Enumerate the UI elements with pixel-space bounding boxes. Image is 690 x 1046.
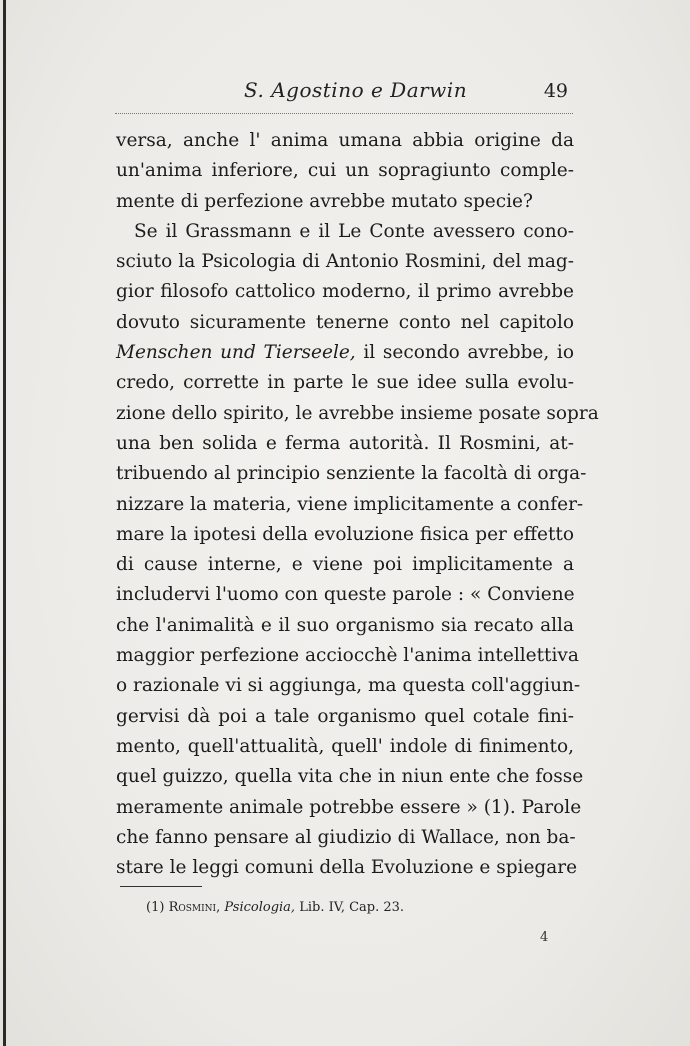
footnote bbox=[146, 900, 404, 915]
binding-edge bbox=[3, 0, 6, 1046]
running-head bbox=[118, 78, 572, 108]
text-line: gior filosofo cattolico moderno, il primo avrebbe bbox=[116, 281, 574, 303]
book-title-italic: Menschen und Tierseele, bbox=[116, 342, 356, 364]
page-number: 49 bbox=[543, 80, 568, 102]
footnote-author: Rosmini, bbox=[168, 900, 221, 915]
text-line: un'anima inferiore, cui un sopragiunto comple- bbox=[116, 160, 574, 182]
text-line: mente di perfezione avrebbe mutato specie? bbox=[116, 190, 533, 212]
text-line: includervi l'uomo con queste parole : « Conviene bbox=[116, 584, 575, 606]
text-line: gervisi dà poi a tale organismo quel cotale fini- bbox=[116, 705, 574, 727]
text-line: versa, anche l' anima umana abbia origine da bbox=[116, 130, 574, 151]
text-line: maggior perfezione acciocchè l'anima intellettiva bbox=[116, 645, 579, 667]
text-line: stare le leggi comuni della Evoluzione e spiegare bbox=[116, 857, 578, 879]
text-line: o razionale vi si aggiunga, ma questa coll'aggiun- bbox=[116, 675, 581, 697]
text-line: che fanno pensare al giudizio di Wallace, non ba- bbox=[116, 826, 576, 848]
footnote-work: Psicologia, bbox=[224, 900, 296, 915]
text-line: quel guizzo, quella vita che in niun ente che fosse bbox=[116, 766, 584, 788]
text-line: tribuendo al principio senziente la facoltà di orga- bbox=[116, 463, 587, 485]
text-line: nizzare la materia, viene implicitamente a confer- bbox=[116, 493, 584, 515]
text-line: di cause interne, e viene poi implicitamente a bbox=[116, 554, 574, 576]
text-line: che l'animalità e il suo organismo sia recato alla bbox=[116, 614, 574, 636]
footnote-marker: (1) bbox=[146, 900, 165, 915]
signature-mark: 4 bbox=[540, 930, 549, 945]
text-line bbox=[116, 338, 574, 368]
footnote-reference: Lib. IV, Cap. 23. bbox=[299, 900, 405, 915]
text-line: mare la ipotesi della evoluzione fisica per effetto bbox=[116, 523, 574, 545]
text-line: Se il Grassmann e il Le Conte avessero cono- bbox=[134, 220, 574, 242]
text-line: dovuto sicuramente tenerne conto nel capitolo bbox=[116, 311, 574, 333]
footnote-rule bbox=[120, 886, 202, 887]
text-line: mento, quell'attualità, quell' indole di finimento, bbox=[116, 735, 574, 757]
text-line: meramente animale potrebbe essere » (1). Parole bbox=[116, 796, 582, 818]
text-line-rest: il secondo avrebbe, io bbox=[363, 342, 574, 364]
header-rule bbox=[115, 113, 573, 114]
running-title: S. Agostino e Darwin bbox=[244, 78, 468, 102]
text-line: una ben solida e ferma autorità. Il Rosmini, at- bbox=[116, 432, 574, 454]
text-line: zione dello spirito, le avrebbe insieme posate sopra bbox=[116, 402, 599, 424]
text-line: credo, corrette in parte le sue idee sulla evolu- bbox=[116, 372, 574, 394]
body-text bbox=[116, 126, 599, 883]
text-line: sciuto la Psicologia di Antonio Rosmini, del mag- bbox=[116, 251, 574, 273]
